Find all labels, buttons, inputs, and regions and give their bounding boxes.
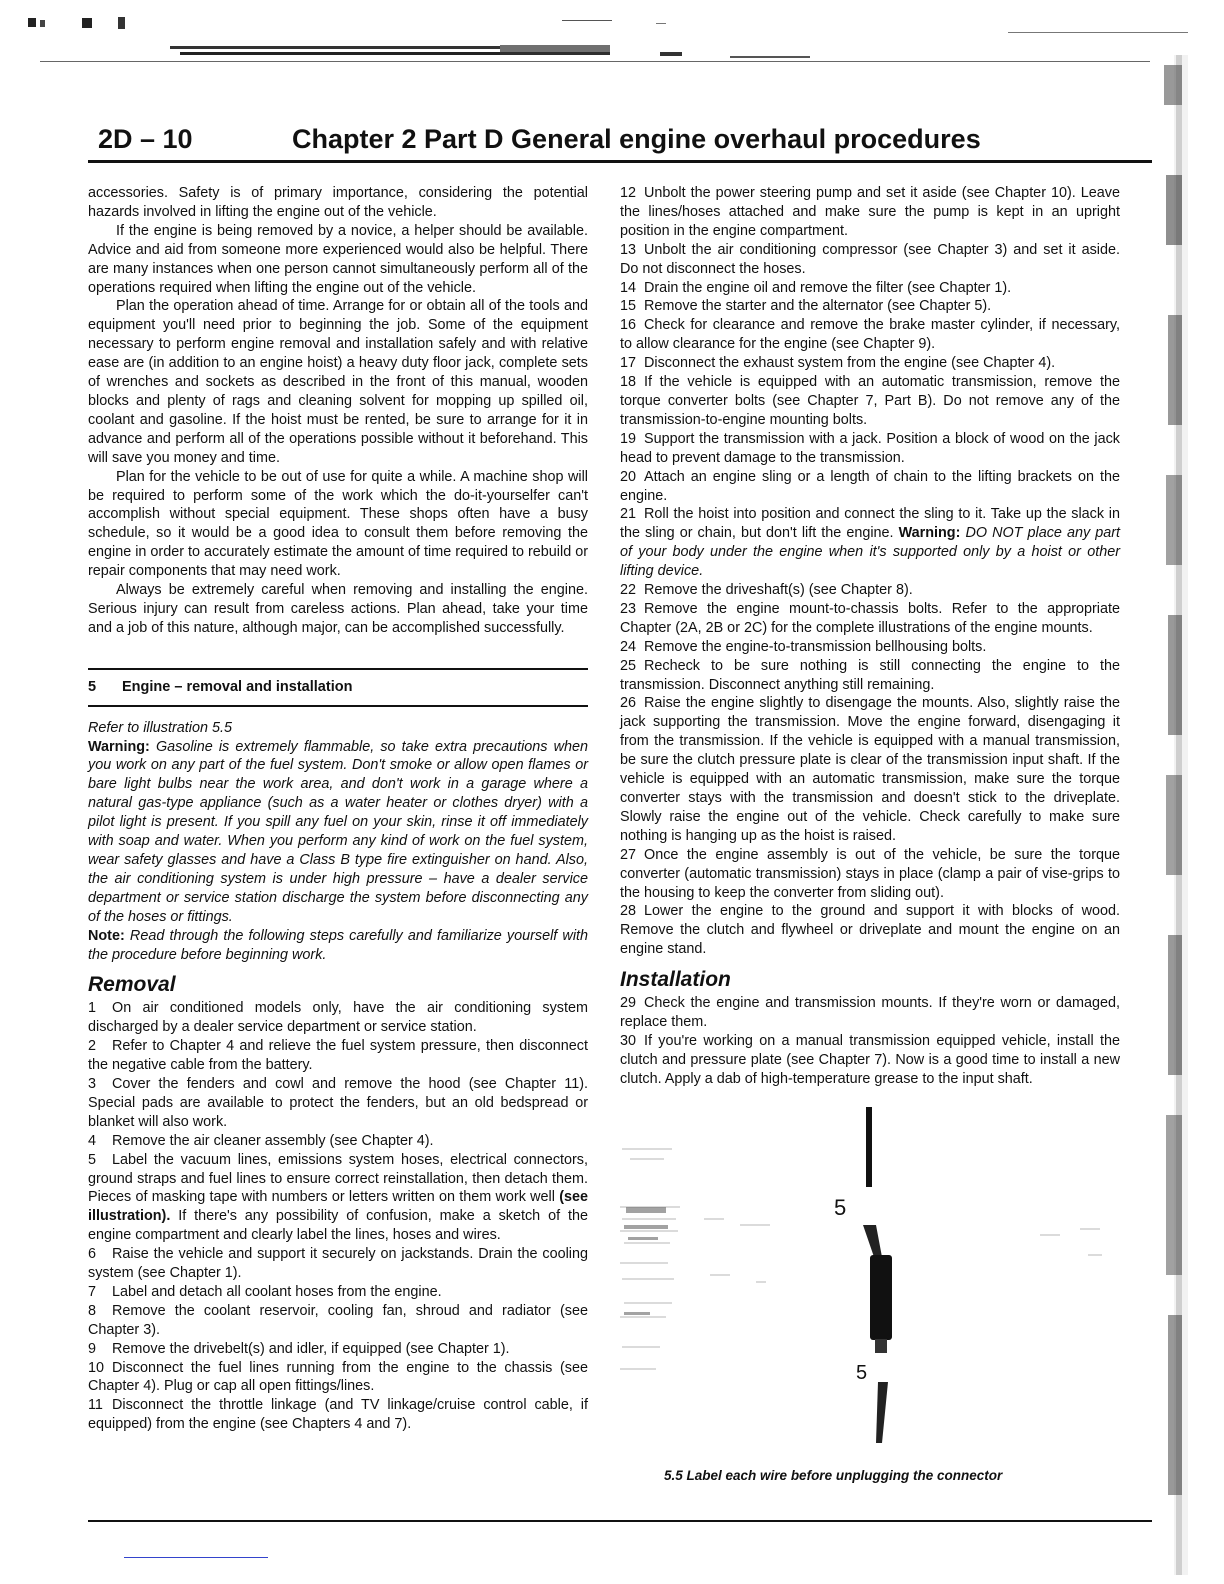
step: 18 If the vehicle is equipped with an automatic transmission, remove the torque converter bolts (see Chapter 7, Part B). Do not remove any of the transmission-to-engine mounting bolts. <box>620 374 1120 428</box>
step: 10 Disconnect the fuel lines running from the engine to the chassis (see Chapter 4). Plug or cap all open fittings/lines. <box>88 1359 588 1395</box>
note-label: Note: <box>88 927 125 944</box>
step: 14 Drain the engine oil and remove the filter (see Chapter 1). <box>620 279 1012 296</box>
step: 26 Raise the engine slightly to disengage the mounts. Also, slightly raise the jack supporting the transmission. Move the engine forward, disengaging it from the transmission. If the vehicle is equipped with a manual transmission, be sure the clutch pressure plate is clear of the transmission input shaft. If the vehicle is equipped with an automatic transmission, make sure the torque converter stays with the transmission and doesn't stick to the driveplate. Slowly raise the engine out of the vehicle. Check carefully to make sure nothing is hanging up as the hoist is raised. <box>620 695 1120 844</box>
step: 24 Remove the engine-to-transmission bellhousing bolts. <box>620 638 987 655</box>
warning-label: Warning: <box>898 525 961 542</box>
callout-label-bottom: 5 <box>856 1361 868 1384</box>
step: 23 Remove the engine mount-to-chassis bolts. Refer to the appropriate Chapter (2A, 2B or 2C) for the complete illustrations of the engine mounts. <box>620 600 1120 636</box>
step: 8 Remove the coolant reservoir, cooling fan, shroud and radiator (see Chapter 3). <box>88 1302 588 1338</box>
section-heading <box>88 678 588 697</box>
step: 29 Check the engine and transmission mounts. If they're worn or damaged, replace them. <box>620 995 1120 1030</box>
warning-text: Gasoline is extremely flammable, so take extra precautions when you work on any part of the fuel system. Don't smoke or allow open flames or bare light bulbs near the work area, and don't work in a garage where a natural gas-type appliance (such as a water heater or clothes dryer) with a pilot light is present. If you spill any fuel on your skin, rinse it off immediately with soap and water. When you perform any kind of work on the fuel system, wear safety glasses and have a Class B type fire extinguisher on hand. Also, the air conditioning system is under high pressure – have a dealer service department or service station discharge the system before disconnecting any of the hoses or fittings. <box>88 738 589 925</box>
step: 28 Lower the engine to the ground and support it with blocks of wood. Remove the clutch and flywheel or driveplate and mount the engine on an engine stand. <box>620 903 1120 958</box>
warning-text: DO NOT place any part of your body under the engine when it's supported only by a hoist or other lifting device. <box>620 525 1120 580</box>
paragraph: Always be extremely careful when removing and installing the engine. Serious injury can result from careless actions. Plan ahead, take your time and a job of this nature, although major, can be accomplished successfully. <box>88 582 588 636</box>
chapter-title: Chapter 2 Part D General engine overhaul procedures <box>292 124 981 154</box>
figure-caption: 5.5 Label each wire before unplugging the connector <box>664 1467 1003 1483</box>
step: 4 Remove the air cleaner assembly (see Chapter 4). <box>88 1132 434 1149</box>
step: 25 Recheck to be sure nothing is still connecting the engine to the transmission. Disconnect anything still remaining. <box>620 657 1120 693</box>
step: 20 Attach an engine sling or a length of chain to the lifting brackets on the engine. <box>620 468 1120 504</box>
see-illustration-link[interactable]: (see illustration). <box>88 1189 589 1225</box>
page-header <box>98 124 1156 160</box>
note-block <box>88 927 588 965</box>
right-column <box>620 184 1120 1487</box>
section-number: 5 <box>88 678 97 695</box>
section-title: Engine – removal and installation <box>122 678 353 695</box>
figure-photo <box>620 1107 1120 1462</box>
step: 22 Remove the driveshaft(s) (see Chapter 8). <box>620 582 913 599</box>
paragraph: Plan for the vehicle to be out of use for quite a while. A machine shop will be required to perform some of the work which the do-it-yourselfer can't accomplish without special equipment. These shops often have a busy schedule, so it would be a good idea to consult them before removing the engine in order to accurately estimate the amount of time required to rebuild or repair components that may need work. <box>88 468 588 580</box>
callout-label-top: 5 <box>834 1194 847 1220</box>
step: 3 Cover the fenders and cowl and remove the hood (see Chapter 11). Special pads are available to protect the fenders, but an old bedspread or blanket will also work. <box>88 1075 588 1130</box>
footer-rule <box>88 1520 1152 1522</box>
illustration-reference: Refer to illustration 5.5 <box>88 719 232 736</box>
scan-artifacts-top <box>0 0 1224 70</box>
scan-artifacts-right <box>1148 55 1188 1575</box>
step: 1 On air conditioned models only, have the air conditioning system discharged by a dealer service department or service station. <box>88 1000 588 1036</box>
paragraph: If the engine is being removed by a novice, a helper should be available. Advice and aid from someone more experienced would also be helpful. There are many instances when one person cannot simultaneously perform all of the operations required when lifting the engine out of the vehicle. <box>88 222 588 296</box>
figure-5-5 <box>620 1107 1120 1487</box>
page-number: 2D – 10 <box>98 124 193 154</box>
note-text: Read through the following steps carefully and familiarize yourself with the procedure before beginning work. <box>88 927 589 963</box>
paragraph: Plan the operation ahead of time. Arrange for or obtain all of the tools and equipment you'll need prior to beginning the job. Some of the equipment necessary to perform engine removal and installation safely and with relative ease are (in addition to an engine hoist) a heavy duty floor jack, complete sets of wrenches and sockets as described in the front of this manual, wooden blocks and plenty of rags and cleaning solvent for mopping up spilled oil, coolant and gasoline. If the hoist must be rented, be sure to arrange for it in advance and perform all of the operations possible without it beforehand. This will save you money and time. <box>88 298 588 466</box>
warning-label: Warning: <box>88 738 150 755</box>
header-rule <box>88 160 1152 163</box>
step: 16 Check for clearance and remove the brake master cylinder, if necessary, to allow clearance for the engine (see Chapter 9). <box>620 317 1120 353</box>
installation-heading: Installation <box>620 968 731 992</box>
step: 2 Refer to Chapter 4 and relieve the fuel system pressure, then disconnect the negative cable from the battery. <box>88 1038 588 1074</box>
step: 9 Remove the drivebelt(s) and idler, if equipped (see Chapter 1). <box>88 1340 510 1357</box>
step: 19 Support the transmission with a jack. Position a block of wood on the jack head to prevent damage to the transmission. <box>620 430 1120 466</box>
step: 5 Label the vacuum lines, emissions system hoses, electrical connectors, ground straps and fuel lines to ensure correct reinstallation, then detach them. Pieces of masking tape with numbers or letters written on them work well (see illustration). If there's any possibility of confusion, make a sketch of the engine compartment and clearly label the lines, hoses and wires. <box>88 1151 589 1244</box>
step: 12 Unbolt the power steering pump and set it aside (see Chapter 10). Leave the lines/hoses attached and make sure the pump is kept in an upright position in the engine compartment. <box>620 185 1120 239</box>
step: 30 If you're working on a manual transmission equipped vehicle, install the clutch and pressure plate (see Chapter 7). Now is a good time to install a new clutch. Apply a dab of high-temperature grease to the input shaft. <box>620 1032 1120 1087</box>
section-rule <box>88 668 588 670</box>
removal-heading: Removal <box>88 973 176 997</box>
step: 6 Raise the vehicle and support it securely on jackstands. Drain the cooling system (see Chapter 1). <box>88 1246 588 1282</box>
step: 15 Remove the starter and the alternator (see Chapter 5). <box>620 298 992 315</box>
step: 27 Once the engine assembly is out of the vehicle, be sure the torque converter (automatic transmission) stays in place (clamp a pair of vise-grips to the housing to keep the converter from sliding out). <box>620 846 1120 901</box>
blue-underline-artifact <box>124 1557 268 1558</box>
step: 11 Disconnect the throttle linkage (and TV linkage/cruise control cable, if equipped) from the engine (see Chapters 4 and 7). <box>88 1397 588 1433</box>
step: 17 Disconnect the exhaust system from the engine (see Chapter 4). <box>620 355 1056 372</box>
step: 7 Label and detach all coolant hoses from the engine. <box>88 1283 442 1300</box>
left-column <box>88 184 588 1434</box>
paragraph: accessories. Safety is of primary importance, considering the potential hazards involved in lifting the engine out of the vehicle. <box>88 185 588 220</box>
step: 13 Unbolt the air conditioning compressor (see Chapter 3) and set it aside. Do not disconnect the hoses. <box>620 241 1120 277</box>
warning-block <box>88 738 588 927</box>
step: 21 Roll the hoist into position and connect the sling to it. Take up the slack in the sling or chain, but don't lift the engine. Warning: DO NOT place any part of your body under the engine when it's supported only by a hoist or other lifting device. <box>620 506 1120 580</box>
